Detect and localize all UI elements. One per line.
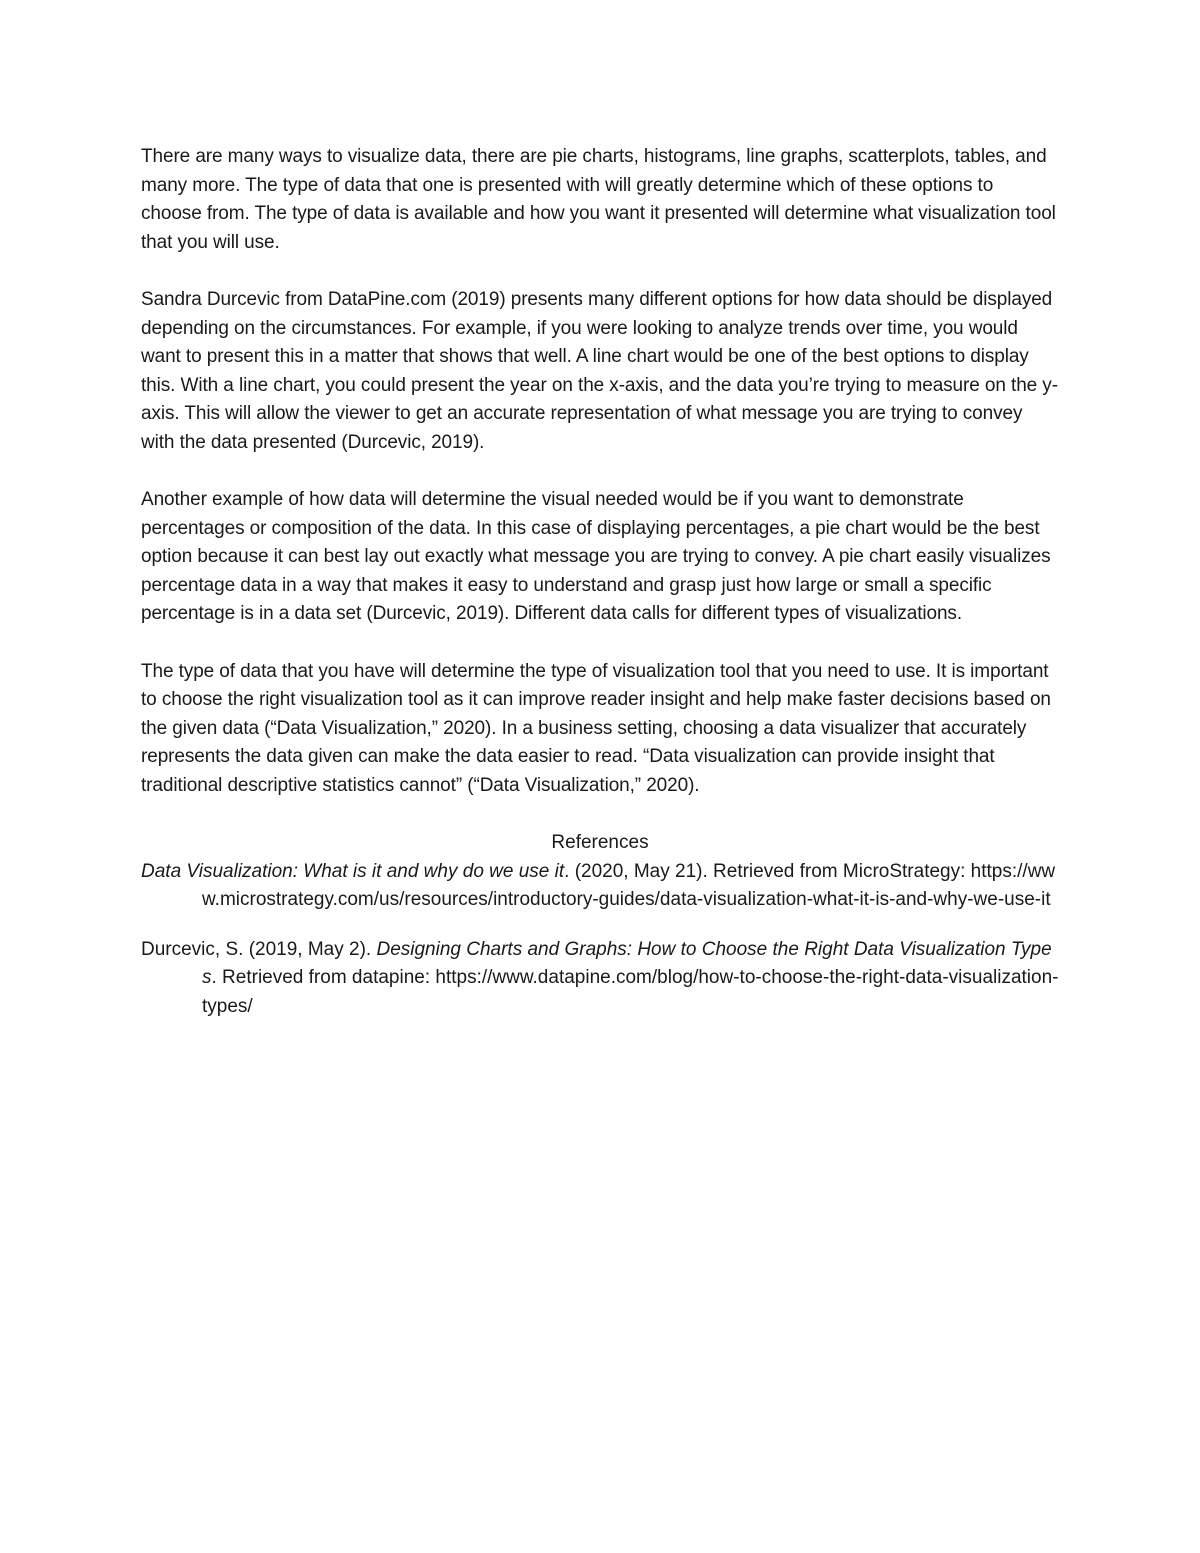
reference-title: Data Visualization: What is it and why do we use it — [141, 860, 565, 882]
reference-rest: . (2020, May 21). Retrieved from MicroStrategy: https://www.microstrategy.com/us/resources/introductory-guides/data-visualization-what-it-is-and-why-we-use-it — [202, 860, 1056, 910]
paragraph-2: Sandra Durcevic from DataPine.com (2019) presents many different options for how data should be displayed depending on the circumstances. For example, if you were looking to analyze trends over time, you would want to present this in a matter that shows that well. A line chart would be one of the best options to display this. With a line chart, you could present the year on the x-axis, and the data you’re trying to measure on the y-axis. This will allow the viewer to get an accurate representation of what message you are trying to convey with the data presented (Durcevic, 2019). — [141, 289, 1058, 453]
paragraph-3: Another example of how data will determine the visual needed would be if you want to demonstrate percentages or composition of the data. In this case of displaying percentages, a pie chart would be the best option because it can best lay out exactly what message you are trying to convey. A pie chart easily visualizes percentage data in a way that makes it easy to understand and grasp just how large or small a specific percentage is in a data set (Durcevic, 2019). Different data calls for different types of visualizations. — [141, 489, 1051, 624]
references-heading: References — [551, 832, 649, 853]
reference-item-1 — [141, 858, 1059, 915]
reference-title: Designing Charts and Graphs: How to Choose the Right Data Visualization Types — [202, 938, 1052, 988]
reference-item-2 — [141, 936, 1059, 1022]
reference-rest: . Retrieved from datapine: https://www.datapine.com/blog/how-to-choose-the-right-data-visualization-types/ — [202, 967, 1059, 1017]
paragraph-1: There are many ways to visualize data, there are pie charts, histograms, line graphs, scatterplots, tables, and many more. The type of data that one is presented with will greatly determine which of these options to choose from. The type of data is available and how you want it presented will determine what visualization tool that you will use. — [141, 146, 1056, 253]
document-page — [141, 143, 1059, 1042]
reference-lead: Durcevic, S. (2019, May 2). — [141, 938, 377, 960]
paragraph-4: The type of data that you have will determine the type of visualization tool that you need to use. It is important to choose the right visualization tool as it can improve reader insight and help make faster decisions based on the given data (“Data Visualization,” 2020). In a business setting, choosing a data visualizer that accurately represents the data given can make the data easier to read. “Data visualization can provide insight that traditional descriptive statistics cannot” (“Data Visualization,” 2020). — [141, 660, 1051, 796]
